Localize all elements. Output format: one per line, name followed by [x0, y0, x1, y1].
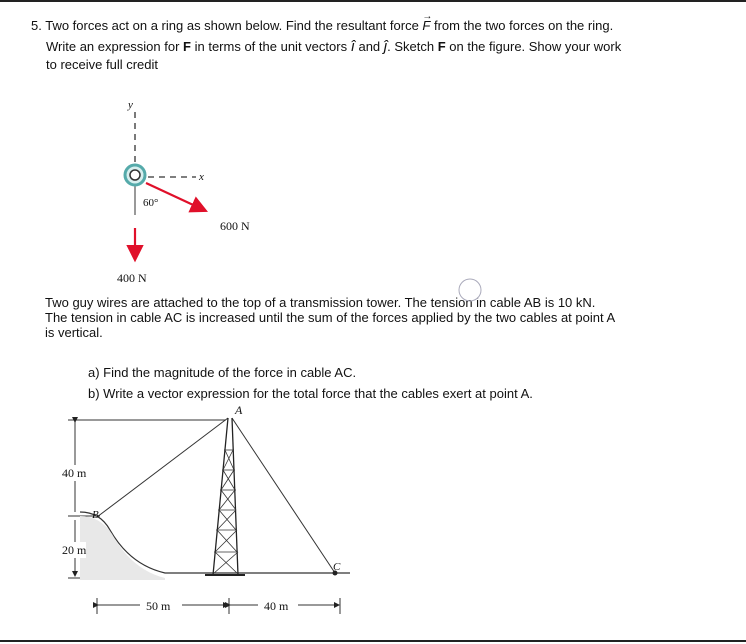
question-a: a) Find the magnitude of the force in cable AC. [88, 365, 357, 380]
point-c-label: C [333, 561, 341, 573]
force-400n-label: 400 N [117, 271, 147, 285]
cable-ac [232, 418, 335, 573]
dim-40m-horizontal-label: 40 m [264, 599, 289, 613]
point-b-label: B [92, 509, 99, 521]
f-vector-symbol: F → [422, 11, 433, 33]
dim-20m-vertical-label: 20 m [62, 543, 87, 557]
dim-50m-label: 50 m [146, 599, 171, 613]
guy-wire-para-2: The tension in cable AC is increased until the sum of the forces applied by the two cables at point A [45, 310, 616, 325]
tower-right-leg [232, 418, 238, 575]
angle-label: 60° [143, 197, 159, 209]
guy-wire-para-3: is vertical. [45, 325, 103, 340]
bottom-border [0, 640, 746, 642]
problem-line-2: Write an expression for F in terms of the unit vectors î and ĵ. Sketch F on the figure. Show your work [46, 38, 622, 55]
force-600n-label: 600 N [220, 219, 250, 233]
dim-40m-vertical-label: 40 m [62, 466, 87, 480]
question-b: b) Write a vector expression for the total force that the cables exert at point A. [88, 386, 533, 401]
guy-wire-para-1: Two guy wires are attached to the top of a transmission tower. The tension in cable AB is 10 kN. [45, 295, 596, 310]
problem-line-3: to receive full credit [46, 57, 158, 72]
point-a-label: A [235, 403, 243, 417]
x-axis-label: x [199, 171, 204, 183]
y-axis-label: y [128, 99, 133, 111]
problem-line-1: 5. Two forces act on a ring as shown below. Find the resultant force F → from the two forces on the ring. [31, 11, 614, 33]
cable-ab [97, 418, 228, 517]
